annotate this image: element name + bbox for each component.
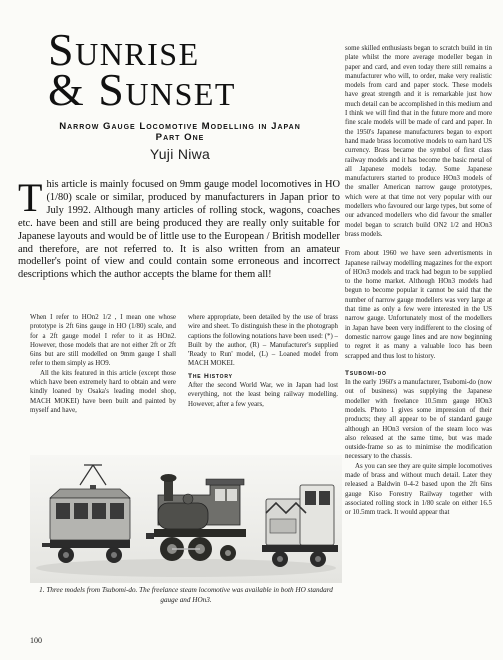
article-title	[48, 24, 338, 115]
photo-caption: 1. Three models from Tsubomi-do. The freelance steam locomotive was available in both HO standard gauge and HOn3.	[39, 586, 333, 604]
photo-three-models	[30, 455, 342, 583]
subtitle-line-1: Narrow Gauge Locomotive Modelling in Japan	[59, 121, 301, 132]
title-line-1: Sunrise	[48, 24, 200, 75]
col1-paragraph-1: When I refer to HOn2 1/2 , I mean one whose prototype is 2ft 6ins gauge in HO (1/80) scale, and for a 2ft gauge model I refer to it as HOn2. However, those models that are not either 2ft or 2ft 6ins but are still modelled on 9mm gauge I shall refer to them simply as HO9.	[30, 314, 176, 368]
photo-illustration	[30, 455, 342, 583]
intro-paragraph	[18, 175, 340, 282]
column-1	[30, 313, 176, 415]
col2-paragraph-2: After the second World War, we in Japan had lost everything, not the least being railway modelling. However, after a few years,	[188, 382, 338, 408]
col1-paragraph-2: All the kits featured in this article (except those which have been extremely hard to obtain and were kindly loaned by Osaka's leading model shop, MACH MOKEI) have been built and painted by myself and have,	[30, 369, 176, 414]
col3-paragraph-4: As you can see they are quite simple locomotives made of brass and without much detail. Later they released a Baldwin 0-4-2 based upon the 2ft 6ins gauge Kiso Forestry Railway together with associated rolling stock in 1/80 scale on either 16.5 or 10.5mm track. It would appear that	[345, 462, 492, 517]
drop-cap: T	[18, 175, 43, 220]
col3-paragraph-1: some skilled enthusiasts began to scratch build in tin plate whilst the more average modeller began in paper and card, and even today there still remains a manufacturer who will, to order, make very realistic models from card and paper stock. These models have great strength and it is remarkable just how much detail can be accomplished in this medium and I think we will find that in the future more and more fine scale models will be made of card and paper. In the 1950's Japanese manufacturers began to export hand made brass locomotive models to earn hard US currency. Brass became the symbol of first class railway models and it has become the basic metal of all Japanese models today. Some Japanese manufacturers started to produce HOn3 models of the smaller American narrow gauge prototypes, which were at that time not very popular with our modellers who favoured our large types, but some of our advanced modellers who did favour the smaller model began to scratch build ON2 1/2 and HOn3 brass models.	[345, 45, 492, 238]
col3-paragraph-2: From about 1960 we have seen advertisments in Japanese railway modelling magazines for the export of HOn3 models and track had begun to be supplied to the home market. Although HOn3 models had begun to become popular it cannot be said that the number of narrow gauge modellers was very large at that time as only a few were interested in the US narrow gauge. Unfortunately most of the modellers in Japan have been very indifferent to the closing of domestic narrow gauge lines and are now beginning to regret it as many a valuable loco has been scrapped and thus lost to history.	[345, 250, 492, 360]
article-subtitle	[18, 121, 342, 143]
subtitle-line-2: Part One	[155, 132, 205, 143]
col2-paragraph-1: where appropriate, been detailed by the use of brass wire and sheet. To distinguish these in the photograph captions the following notations have been used: (*) – Built by the author, (R) – Manufacturer's supplied 'Ready to Run' model, (L) – Loaned model from MACH MOKEI.	[188, 314, 338, 368]
page-number: 100	[30, 636, 42, 645]
column-3	[345, 44, 492, 518]
title-line-2: & Sunset	[48, 64, 236, 115]
col3-paragraph-3: In the early 1960's a manufacturer, Tsubomi-do (now out of business) was supplying the Japanese modeller with freelance 10.5mm gauge HOn3 models. Photo 1 gives some impression of their products; they all appear to be of standard gauge although an HOn3 version of the steam loco was also released at the same time, but was made outside-frame so as to minimise the modification necessary to the chassis.	[345, 379, 492, 461]
section-heading-history: The History	[188, 372, 233, 380]
column-2	[188, 313, 338, 409]
intro-text: his article is mainly focused on 9mm gauge model locomotives in HO (1/80) scale or similar, produced by manufacturers in Japan prior to July 1992. Although many articles of rolling stock, wagons, coaches etc. have been and still are being produced they are really only suitable for Japanese layouts and would be of little use to the European / British modeller and therefore, are not referred to. It is also written from an amateur modeller's point of view and could contain some erroneous and incorrect descriptions which the author accepts the blame for them all!	[18, 179, 340, 281]
author-byline: Yuji Niwa	[149, 146, 211, 162]
section-heading-tsubomi-do: Tsubomi-do	[345, 369, 387, 377]
